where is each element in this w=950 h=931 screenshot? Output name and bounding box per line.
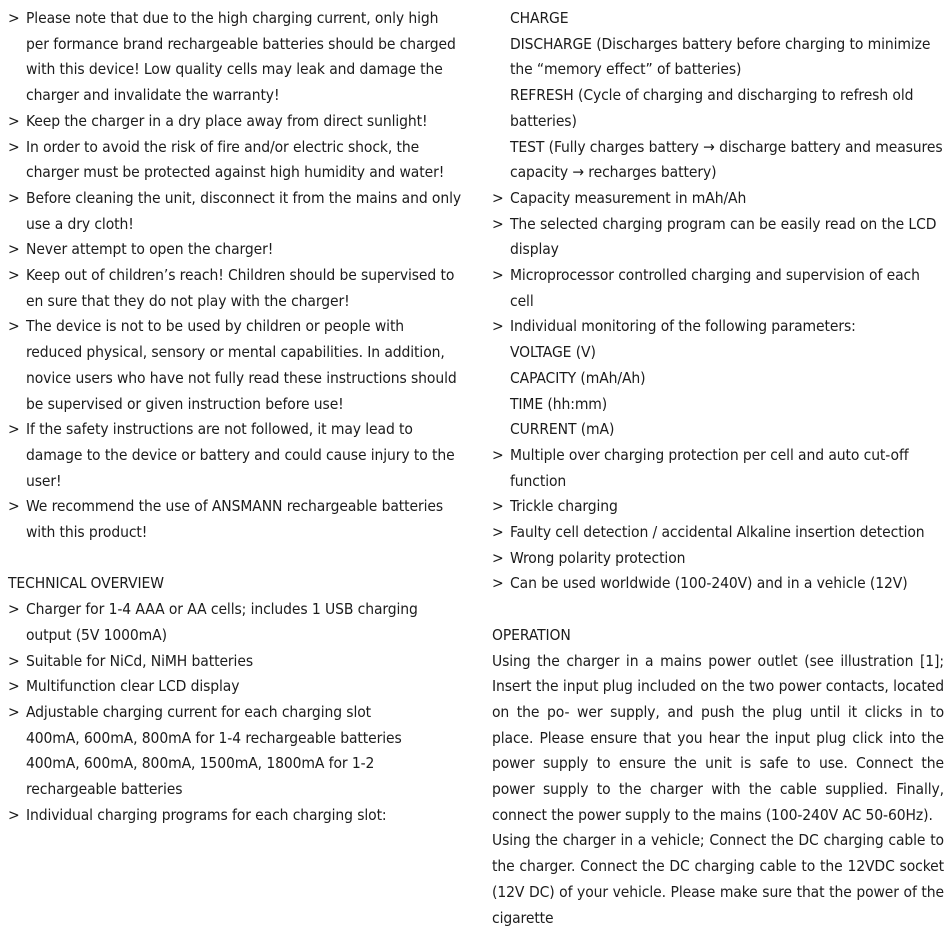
bullet-marker: >: [8, 651, 20, 670]
list-item: [492, 571, 944, 597]
bullet-marker: >: [8, 240, 20, 259]
list-item: [8, 494, 464, 545]
list-item: [8, 674, 464, 700]
bullet-marker: >: [492, 497, 504, 516]
bullet-marker: >: [8, 420, 20, 439]
bullet-marker: >: [8, 9, 20, 27]
sub-item: CURRENT (mA): [510, 420, 615, 439]
list-item-text: Wrong polarity protection: [510, 548, 686, 567]
list-item-text: Suitable for NiCd, NiMH batteries: [26, 651, 253, 670]
list-item: [8, 186, 464, 237]
bullet-marker: >: [492, 445, 504, 464]
list-item-text: Can be used worldwide (100-240V) and in a vehicle (12V): [510, 574, 908, 593]
list-item-text: In order to avoid the risk of fire and/or electric shock, the charger must be protected against high humidity and water!: [26, 137, 445, 182]
list-item-text: The selected charging program can be easily read on the LCD display: [510, 214, 937, 259]
operation-paragraph: Using the charger in a vehicle; Connect the DC charging cable to the charger. Connect the DC charging cable to the 12VDC socket (12V DC) of your vehicle. Please make sure that the power of the cigarette: [492, 831, 944, 927]
list-item-text: Charger for 1-4 AAA or AA cells; includes 1 USB charging output (5V 1000mA): [26, 600, 418, 644]
sub-item: TIME (hh:mm): [510, 394, 608, 413]
list-item: [492, 520, 944, 546]
bullet-marker: >: [8, 497, 20, 516]
bullet-marker: >: [492, 548, 504, 567]
list-item-text: Keep the charger in a dry place away from direct sunlight!: [26, 111, 428, 130]
right-column: [492, 6, 944, 931]
list-item-text: Adjustable charging current for each charging slot: [26, 702, 372, 721]
list-item-text: Keep out of children’s reach! Children should be supervised to en sure that they do not play with the charger!: [26, 266, 455, 310]
section-gap: [8, 546, 464, 572]
list-item: [8, 6, 464, 109]
bullet-marker: >: [492, 317, 504, 336]
charging-program-list: [492, 6, 944, 186]
list-item: [8, 700, 464, 803]
technical-overview-list: [8, 597, 464, 828]
charging-program-item: CHARGE: [510, 9, 569, 27]
operation-text: [492, 649, 944, 931]
sub-item: 400mA, 600mA, 800mA, 1500mA, 1800mA for 1-2 rechargeable batteries: [26, 754, 375, 799]
bullet-marker: >: [8, 137, 20, 156]
bullet-marker: >: [8, 600, 20, 619]
operation-paragraph: Using the charger in a mains power outlet (see illustration [1]; Insert the input plug included on the two power contacts, located on the po- wer supply, and push the plug until it clicks in to place. Please ensure that you hear the input plug click into the power supply to ensure the unit is safe to use. Connect the power supply to the charger with the cable supplied. Finally, connect the power supply to the mains (100-240V AC 50-60Hz).: [492, 651, 944, 824]
list-item: [8, 237, 464, 263]
list-item: [492, 212, 944, 263]
safety-instructions-list: [8, 6, 464, 546]
bullet-marker: >: [492, 266, 504, 285]
feature-list: [492, 186, 944, 597]
bullet-marker: >: [8, 702, 20, 721]
list-item: [492, 314, 944, 443]
bullet-marker: >: [8, 188, 20, 207]
list-item-text: Before cleaning the unit, disconnect it from the mains and only use a dry cloth!: [26, 188, 462, 233]
section-gap: [492, 597, 944, 623]
list-item: [8, 417, 464, 494]
list-item: [492, 186, 944, 212]
list-item: [492, 263, 944, 314]
list-item-text: Individual monitoring of the following parameters:: [510, 317, 856, 336]
bullet-marker: >: [8, 805, 20, 824]
list-item-text: Please note that due to the high charging current, only high per formance brand rechargeable batteries should be charged with this device! Low quality cells may leak and damage the charger and invalidate the warranty!: [26, 9, 456, 105]
list-item-text: Microprocessor controlled charging and supervision of each cell: [510, 266, 920, 310]
list-item-text: Multiple over charging protection per cell and auto cut-off function: [510, 445, 909, 490]
bullet-marker: >: [492, 214, 504, 233]
list-item: [8, 135, 464, 186]
list-item: [492, 546, 944, 572]
bullet-marker: >: [8, 111, 20, 130]
list-item-text: The device is not to be used by children or people with reduced physical, sensory or mental capabilities. In addition, novice users who have not fully read these instructions should be supervised or given instruction before use!: [26, 317, 457, 413]
list-item: [8, 109, 464, 135]
sub-item: CAPACITY (mAh/Ah): [510, 368, 646, 387]
list-item-text: Faulty cell detection / accidental Alkaline insertion detection: [510, 523, 925, 542]
operation-heading: OPERATION: [492, 625, 571, 644]
list-item-text: Trickle charging: [510, 497, 618, 516]
list-item: [8, 263, 464, 314]
list-item: [8, 649, 464, 675]
list-item-text: Individual charging programs for each charging slot:: [26, 805, 387, 824]
technical-overview-heading: TECHNICAL OVERVIEW: [8, 574, 164, 593]
bullet-marker: >: [8, 317, 20, 336]
list-item: [8, 314, 464, 417]
bullet-marker: >: [492, 574, 504, 593]
sub-item: 400mA, 600mA, 800mA for 1-4 rechargeable batteries: [26, 728, 402, 747]
bullet-marker: >: [492, 523, 504, 542]
list-item-text: Multifunction clear LCD display: [26, 677, 240, 696]
list-item-text: We recommend the use of ANSMANN rechargeable batteries with this product!: [26, 497, 444, 542]
bullet-marker: >: [8, 677, 20, 696]
left-column: [8, 6, 464, 828]
list-item: [8, 803, 464, 829]
charging-program-item: REFRESH (Cycle of charging and discharging to refresh old batteries): [510, 86, 914, 130]
list-item-text: Capacity measurement in mAh/Ah: [510, 188, 747, 207]
sub-item: VOLTAGE (V): [510, 343, 596, 362]
list-item: [492, 494, 944, 520]
list-item: [492, 443, 944, 494]
bullet-marker: >: [492, 188, 504, 207]
list-item-text: If the safety instructions are not followed, it may lead to damage to the device or battery and could cause injury to the user!: [26, 420, 455, 490]
charging-program-item: TEST (Fully charges battery → discharge battery and measures capacity → recharges battery): [510, 137, 943, 182]
list-item-text: Never attempt to open the charger!: [26, 240, 274, 259]
list-item: [8, 597, 464, 648]
bullet-marker: >: [8, 266, 20, 285]
charging-program-item: DISCHARGE (Discharges battery before charging to minimize the “memory effect” of batteries): [510, 34, 931, 79]
